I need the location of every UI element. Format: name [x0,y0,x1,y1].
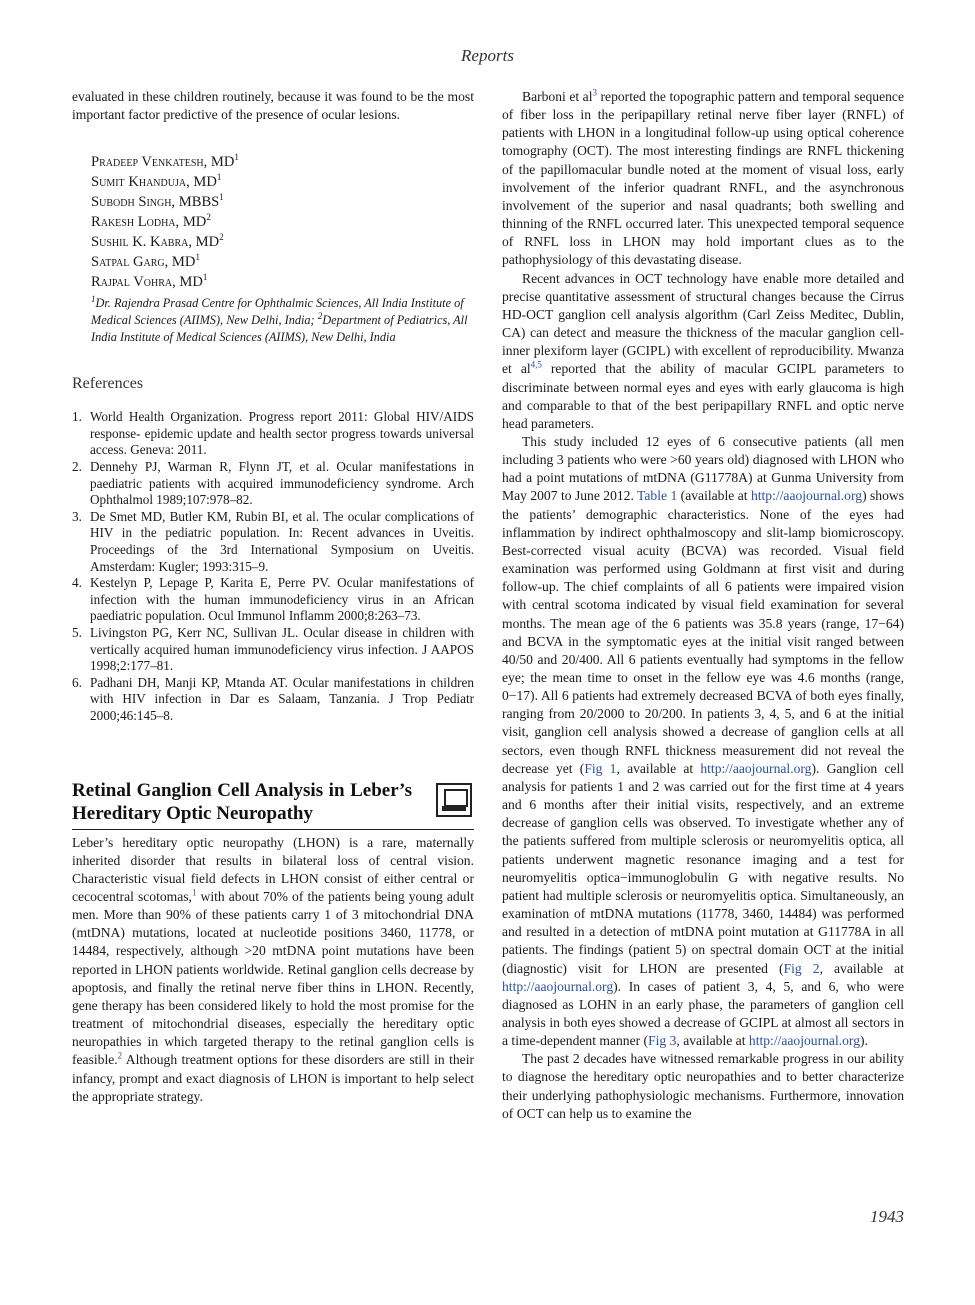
author: Subodh Singh, MBBS$^1$ [91,192,224,211]
author: Sushil K. Kabra, $MD^2$ [91,232,224,251]
author: Pradeep Venkatesh, $MD^1$ [91,152,239,171]
reference-item: 5. Livingston PG, Kerr NC, Sullivan JL. Ocular disease in children with vertically acquired human immunodeficiency virus infection. J AAPOS 1998;2:177–81. [72,624,474,674]
intro-paragraph: evaluated in these children routinely, because it was found to be the most important factor predictive of the presence of ocular lesions. [72,89,474,123]
author-affiliation: $^1$Dr. Rajendra Prasad Centre for Ophthalmic Sciences, All India Institute of Medical Sciences (AIIMS), New Delhi, India; $^2$Department of Pediatrics, All India Institute of Medical Sciences (AIIMS), New Delhi, India [91,294,468,344]
journal-url-link[interactable]: http://aaojournal.org [748,1033,861,1049]
article-title: Retinal Ganglion Cell Analysis in Leber’s Hereditary Optic Neuropathy [72,779,412,824]
right-column [502,88,904,1123]
body-paragraph: Barboni et $al^3$ reported the topographic pattern and temporal sequence of fiber loss in the peripapillary retinal nerve fiber layer (RNFL) of patients with LHON in a longitudinal follow-up using optical coherence tomography (OCT). The most interesting findings are RNFL thickening of the papillomacular bundle noted at the moment of visual loss, early involvement of the inferior quadrant RNFL, and the asynchronous involvement of the superior and nasal quadrants; both swelling and thinning of the RNFL occurred later. This unexpected temporal sequence of RNFL loss in LHON may hold important clues as to the pathophysiology of this devastating disease. [502,87,904,268]
author-list [91,152,474,292]
citation-link[interactable]: 4,5 [530,359,542,370]
journal-url-link[interactable]: http://aaojournal.org [750,488,863,504]
reference-item: 4. Kestelyn P, Lepage P, Karita E, Perre PV. Ocular manifestations of infection with the human immunodeficiency virus in an African paediatric population. Ocul Immunol Inflamm 2000;8:263–73. [72,575,474,624]
page-number: 1943 [870,1207,904,1226]
journal-url-link[interactable]: http://aaojournal.org [700,760,812,776]
body-paragraph: This study included 12 eyes of 6 consecutive patients (all men including 3 patients who were >60 years old) diagnosed with LHON who had a point mutations of mtDNA (G11778A) at Gunma University from May 2007 to June 2012. Table 1 (available at http://aaojournal.org) shows the patients’ demographic characteristics. None of the eyes had inflammation by indirect ophthalmoscopy and slit-lamp biomicroscopy. Best-corrected visual acuity (BCVA) was recorded. Visual field examination was performed using Goldmann at first visit and during follow-up. The chief complaints of all 6 patients were impaired vision with central scotoma indicated by visual field examination for several months. The mean age of the 6 patients was 35.8 years (range, 17−64) and BCVA in the symptomatic eyes at the initial visit ranged between 40/50 and 20/400. All 6 patients eventually had symptoms in the fellow eye; the mean time to onset in the fellow eye was 4.6 months (range, 0−17). All 6 patients had extremely decreased BCVA of both eyes finally, ranging from 20/2000 to 20/200. In patients 3, 4, 5, and 6 at the initial visit, ganglion cell analysis showed a decrease of ganglion cells at all sectors, even though RNFL thickness measurement did not reveal the decrease yet (Fig 1, available at http://aaojournal.org). Ganglion cell analysis for patients 1 and 2 was carried out for the first time at 4 years and 6 months after their initial visits, respectively, and an extreme decrease of ganglion cells was observed. To investigate whether any of the patients suffered from multiple sclerosis or neuromyelitis optica, all patients underwent magnetic resonance imaging and a test for neuromyelitis optica−immunoglobulin G with negative results. No patient had multiple sclerosis or neuromyelitis optica. Simultaneously, an examination of mtDNA mutations (11778, 3460, 14484) was performed and resulted in a detection of mtDNA point mutation at G11778A in all patients. The findings (patient 5) on spectral domain OCT at the initial (diagnostic) visit for LHON are presented (Fig 2, available at http://aaojournal.org). In cases of patient 3, 4, 5, and 6, who were diagnosed as LOHN in an early phase, the parameters of ganglion cell analysis in both eyes showed a decrease of GCIPL at almost all sectors in a time-dependent manner (Fig 3, available at http://aaojournal.org). [502,433,905,1049]
author: Rakesh Lodha, $MD^2$ [91,212,211,231]
left-column [72,88,474,1106]
article-header [72,779,474,825]
author: Sumit Khanduja, $MD^1$ [91,172,222,191]
title-divider [72,829,474,830]
reference-item: 2. Dennehy PJ, Warman R, Flynn JT, et al. Ocular manifestations in paediatric patients with acquired immunodeficiency syndrome. Arch Ophthalmol 1989;107:978–82. [72,459,474,508]
article-intro-paragraph: Leber’s hereditary optic neuropathy (LHON) is a rare, maternally inherited disorder that results in bilateral loss of central vision. Characteristic visual field defects in LHON consist of either central or cecocentral scotomas,$^1$ with about 70% of the patients being young adult men. More than 90% of these patients carry 1 of 3 mitochondrial DNA (mtDNA) mutations, located at nucleotide positions 3460, 11778, or 14484, respectively, although >20 mtDNA point mutations have been reported in LHON patients worldwide. Retinal ganglion cells decrease by apoptosis, and finally the retinal nerve fiber thins in LHON. Recently, gene therapy has been considered likely to hold the most promise for the treatment of mitochondrial diseases, especially the hereditary optic neuropathies in which targeted therapy to the retinal ganglion cells is feasible.$^2$ Although treatment options for these disorders are still in their infancy, prompt and exact diagnosis of LHON is important to help select the appropriate strategy. [72,834,475,1104]
reference-item: 1. World Health Organization. Progress report 2011: Global HIV/AIDS response- epidemic update and health sector progress towards universal access. Geneva: 2011. [72,409,474,458]
table-1-link[interactable]: Table 1 [637,488,678,504]
reference-item: 6. Padhani DH, Manji KP, Mtanda AT. Ocular manifestations in children with HIV infection in Dar es Salaam, Tanzania. J Trop Pediatr 2000;46:145–8. [72,674,474,723]
body-paragraph: Recent advances in OCT technology have enable more detailed and precise quantitative assessment of structural changes because the Cirrus HD-OCT ganglion cell analysis algorithm (Carl Zeiss Meditec, Dublin, CA) can detect and measure the thickness of the macular ganglion cell-inner plexiform layer (GCIPL) with excellent of reproducibility. Mwanza et al$^{4,5}$ reported that the ability of macular GCIPL parameters to discriminate between normal eyes and eyes with early glaucoma is high and comparable to that of the best peripapillary RNFL and optic nerve head parameters. [502,270,904,431]
author: Rajpal Vohra, $MD^1$ [91,272,208,291]
computer-monitor-icon [436,783,472,817]
journal-url-link[interactable]: http://aaojournal.org [502,978,614,994]
body-paragraph: The past 2 decades have witnessed remarkable progress in our ability to diagnose the hereditary optic neuropathies and to better characterize their underlying pathophysiologic mechanisms. Furthermore, innovation of OCT can help us to examine the [502,1051,904,1121]
figure-1-link[interactable]: Fig 1 [584,760,617,776]
reference-item: 3. De Smet MD, Butler KM, Rubin BI, et al. The ocular complications of HIV in the pediatric population. In: Recent advances in Uveitis. Proceedings of the 3rd International Symposium on Uveitis. Amsterdam: Kugler; 1993:315–9. [72,508,474,574]
author: Satpal Garg, $MD^1$ [91,252,200,271]
citation-link[interactable]: 3 [592,87,597,98]
figure-3-link[interactable]: Fig 3 [648,1033,677,1049]
references-heading: References [72,375,144,393]
figure-2-link[interactable]: Fig 2 [783,960,820,976]
reference-list [72,409,474,724]
running-head: Reports [461,46,514,65]
